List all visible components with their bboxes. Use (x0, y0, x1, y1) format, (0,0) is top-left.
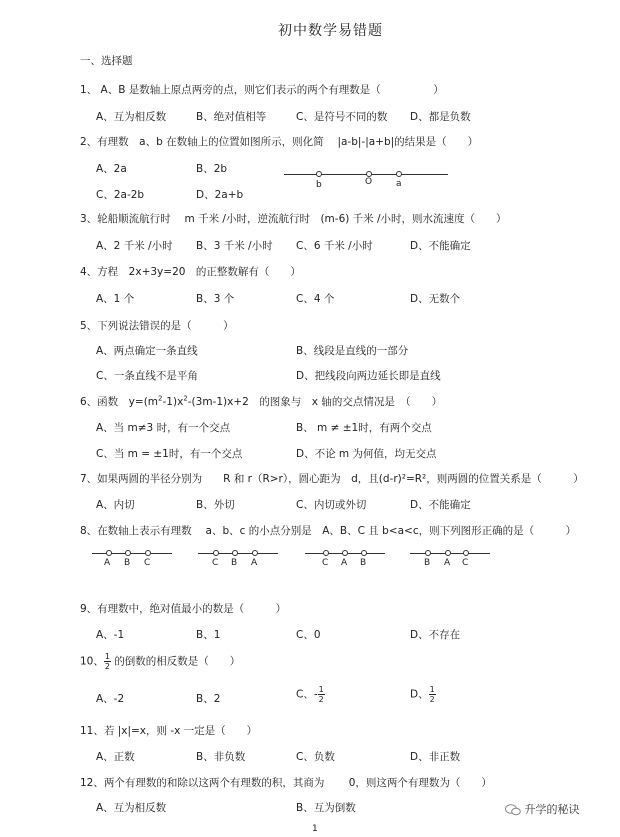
q1-option-d: D、都是负数 (410, 111, 471, 123)
question-9-stem: 9、有理数中，绝对值最小的数是（ ） (80, 603, 287, 615)
q2-label-a: a (396, 179, 402, 189)
q5-option-c: C、一条直线不是平角 (96, 370, 198, 382)
q2-option-d: D、2a+b (196, 189, 244, 201)
question-11-stem: 11、若 |x|=x，则 -x 一定是（ ） (80, 725, 258, 737)
q1-option-b: B、绝对值相等 (196, 111, 267, 123)
question-5-stem: 5、下列说法错误的是（ ） (80, 320, 234, 332)
q8-l4-label-1: B (424, 558, 431, 568)
q1-option-a: A、互为相反数 (96, 111, 167, 123)
q4-option-b: B、3 个 (196, 293, 235, 305)
watermark-text: 升学的秘诀 (524, 803, 580, 816)
q8-l3-label-2: A (341, 558, 348, 568)
question-2-stem: 2、有理数 a、b 在数轴上的位置如图所示，则化简 |a-b|-|a+b|的结果是（ ） (80, 136, 479, 148)
q7-option-a: A、内切 (96, 499, 135, 511)
q11-option-c: C、负数 (296, 751, 335, 763)
q4-option-a: A、1 个 (96, 293, 135, 305)
q10-fraction: $\frac{1}{2}$ (104, 652, 110, 671)
question-6-stem: 6、函数 $y=(m^2-1)x^2-(3m-1)x+2$ 的图象与 x 轴的交点情况是 （ ） (80, 394, 443, 408)
document-title: 初中数学易错题 (278, 23, 383, 39)
q1-option-c: C、是符号不同的数 (296, 111, 388, 123)
question-4-stem: 4、方程 2x+3y=20 的正整数解有（ ） (80, 266, 301, 278)
q3-option-d: D、不能确定 (410, 240, 471, 252)
q8-l2-label-2: B (231, 558, 238, 568)
q7-option-d: D、不能确定 (410, 499, 471, 511)
q3-option-a: A、2 千米 /小时 (96, 240, 173, 252)
q3-option-b: B、3 千米 /小时 (196, 240, 273, 252)
question-7-stem: 7、如果两圆的半径分别为 R 和 r（R>r），圆心距为 d，且(d-r)²=R²，则两圆的位置关系是（ ） (80, 473, 584, 485)
q4-option-c: C、4 个 (296, 293, 335, 305)
q6-option-b: B、 m ≠ ±1时，有两个交点 (296, 422, 432, 434)
question-3-stem: 3、轮船顺流航行时 m 千米 /小时，逆流航行时 (m-6) 千米 /小时，则水流速度（ ） (80, 213, 507, 225)
q8-l1-label-1: A (104, 558, 111, 568)
q5-option-a: A、两点确定一条直线 (96, 345, 198, 357)
section-heading: 一、选择题 (80, 55, 133, 67)
q12-option-a: A、互为相反数 (96, 802, 167, 814)
q2-option-b: B、2b (196, 163, 228, 175)
q2-label-o: O (365, 177, 373, 187)
q5-option-d: D、把线段向两边延长即是直线 (296, 370, 441, 382)
q4-option-d: D、无数个 (410, 293, 461, 305)
question-8-stem: 8、在数轴上表示有理数 a、b、c 的小点分别是 A、B、C 且 b<a<c，则下列图形正确的是（ ） (80, 525, 577, 537)
q8-l3-label-1: C (322, 558, 329, 568)
wechat-icon (505, 804, 521, 816)
q10-option-d: D、 $\frac{1}{2}$ (410, 685, 435, 704)
q8-l1-label-2: B (124, 558, 131, 568)
page-number: 1 (312, 824, 318, 834)
q11-option-b: B、非负数 (196, 751, 246, 763)
q9-option-c: C、0 (296, 629, 321, 641)
q2-option-a: A、2a (96, 163, 127, 175)
question-12-stem: 12、两个有理数的和除以这两个有理数的积，其商为 0，则这两个有理数为（ ） (80, 777, 492, 789)
q10-option-b: B、2 (196, 693, 221, 705)
q8-l3-label-3: B (360, 558, 367, 568)
q2-label-b: b (316, 180, 322, 190)
q6-option-c: C、当 m = ±1时，有一个交点 (96, 448, 243, 460)
q10-option-c: C、- $\frac{1}{2}$ (296, 685, 324, 704)
q11-option-d: D、非正数 (410, 751, 461, 763)
q8-l2-label-1: C (212, 558, 219, 568)
q2-option-c: C、2a-2b (96, 189, 145, 201)
q3-option-c: C、6 千米 /小时 (296, 240, 373, 252)
watermark (505, 801, 580, 817)
q7-option-c: C、内切或外切 (296, 499, 367, 511)
q6-option-a: A、当 m≠3 时，有一个交点 (96, 422, 231, 434)
question-1-stem: 1、 A、B 是数轴上原点两旁的点，则它们表示的两个有理数是（ ） (80, 84, 444, 96)
q8-l1-label-3: C (144, 558, 151, 568)
q8-l2-label-3: A (251, 558, 258, 568)
q5-option-b: B、线段是直线的一部分 (296, 345, 409, 357)
q9-option-a: A、-1 (96, 629, 125, 641)
q7-option-b: B、外切 (196, 499, 235, 511)
q8-l4-label-3: C (462, 558, 469, 568)
q10-option-a: A、-2 (96, 693, 125, 705)
q11-option-a: A、正数 (96, 751, 135, 763)
q9-option-b: B、1 (196, 629, 221, 641)
q6-option-d: D、不论 m 为何值，均无交点 (296, 448, 437, 460)
question-10-stem: 10、 $\frac{1}{2}$ 的倒数的相反数是（ ） (80, 652, 241, 671)
q12-option-b: B、互为倒数 (296, 802, 356, 814)
q9-option-d: D、不存在 (410, 629, 461, 641)
q8-l4-label-2: A (444, 558, 451, 568)
